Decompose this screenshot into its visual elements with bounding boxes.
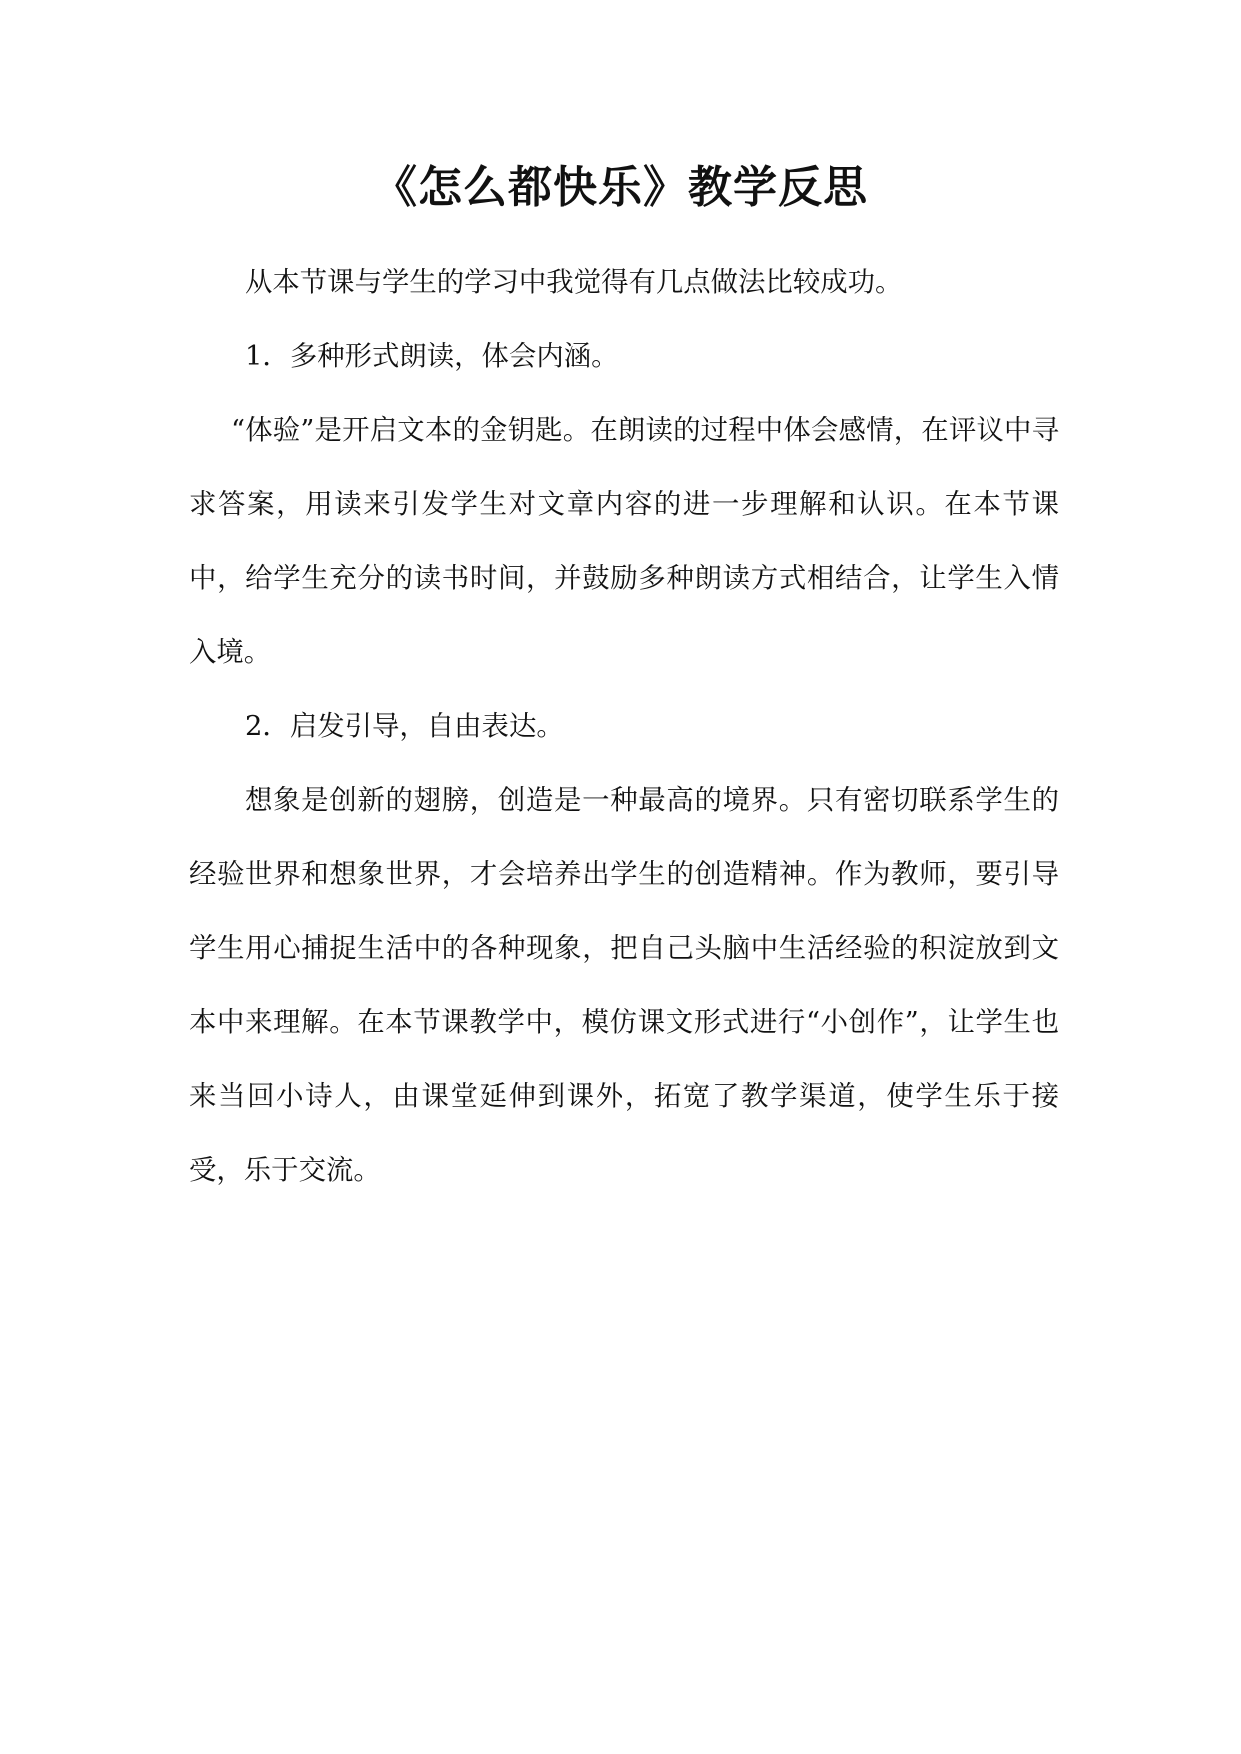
- paragraph-point-1-body: “体验”是开启文本的金钥匙。在朗读的过程中体会感情，在评议中寻求答案，用读来引发学生对文章内容的进一步理解和认识。在本节课中，给学生充分的读书时间，并鼓励多种朗读方式相结合，让学生入情入境。: [189, 415, 1059, 668]
- paragraph-point-2-heading: 2．启发引导，自由表达。: [245, 711, 564, 742]
- paragraph-intro: 从本节课与学生的学习中我觉得有几点做法比较成功。: [245, 267, 903, 298]
- paragraph-point-2-body: 想象是创新的翅膀，创造是一种最高的境界。只有密切联系学生的经验世界和想象世界，才会培养出学生的创造精神。作为教师，要引导学生用心捕捉生活中的各种现象，把自己头脑中生活经验的积淀放到文本中来理解。在本节课教学中，模仿课文形式进行“小创作”，让学生也来当回小诗人，由课堂延伸到课外，拓宽了教学渠道，使学生乐于接受，乐于交流。: [189, 785, 1059, 1186]
- paragraph-point-1-heading: 1．多种形式朗读，体会内涵。: [245, 341, 619, 372]
- document-body: [189, 246, 1059, 1208]
- document-title: 《怎么都快乐》教学反思: [373, 162, 868, 213]
